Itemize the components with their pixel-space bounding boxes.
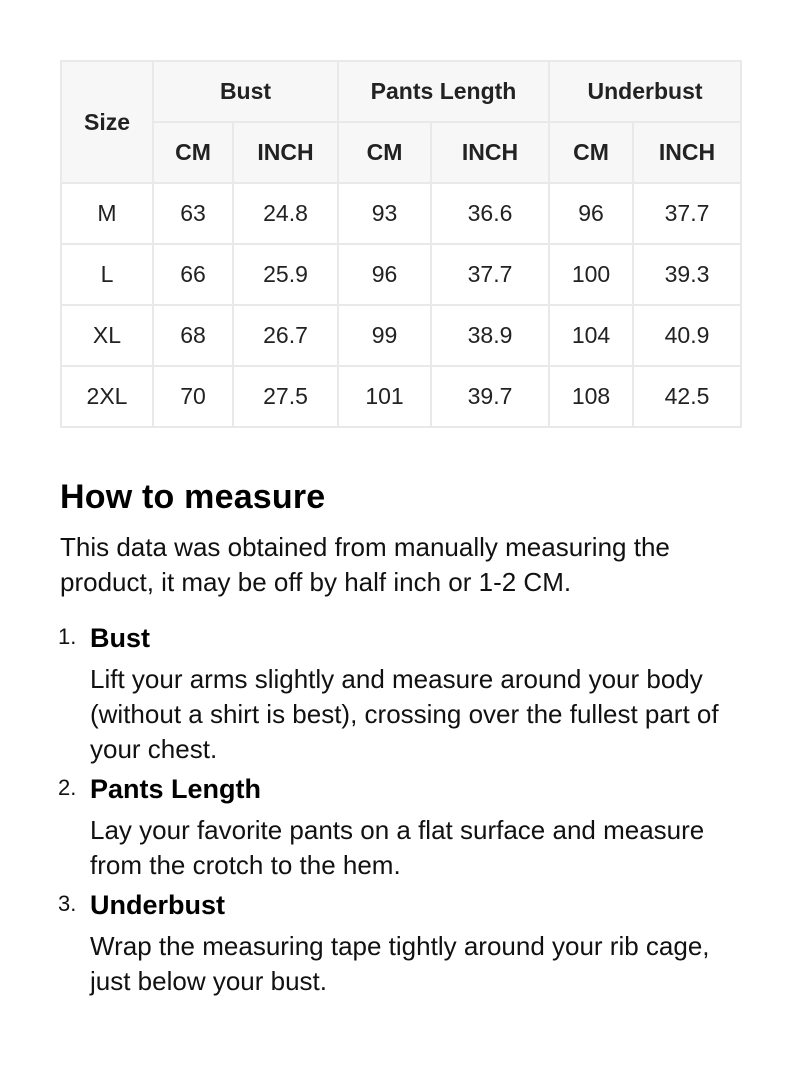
table-cell: 93 — [338, 183, 431, 244]
table-cell: 26.7 — [233, 305, 338, 366]
step-description: Lift your arms slightly and measure around your body (without a shirt is best), crossing over the fullest part of your chest. — [90, 664, 719, 764]
table-cell: 104 — [549, 305, 633, 366]
step-number: 3. — [58, 891, 77, 916]
measure-steps-list — [60, 620, 740, 1003]
table-cell: 37.7 — [633, 183, 741, 244]
table-cell: 108 — [549, 366, 633, 427]
table-cell: 96 — [549, 183, 633, 244]
table-cell: 39.3 — [633, 244, 741, 305]
list-item — [60, 771, 740, 883]
size-chart-page — [58, 60, 740, 996]
table-cell: 42.5 — [633, 366, 741, 427]
size-cell: M — [61, 183, 153, 244]
list-item — [60, 887, 740, 999]
unit-header: INCH — [633, 122, 741, 183]
step-title: Bust — [90, 623, 150, 653]
table-cell: 68 — [153, 305, 233, 366]
table-row — [61, 183, 741, 244]
list-item — [60, 620, 740, 767]
step-description: Lay your favorite pants on a flat surface and measure from the crotch to the hem. — [90, 815, 705, 880]
step-description: Wrap the measuring tape tightly around your rib cage, just below your bust. — [90, 931, 710, 996]
size-header: Size — [61, 61, 153, 183]
group-header-pants-length: Pants Length — [338, 61, 549, 122]
table-row — [61, 305, 741, 366]
table-cell: 25.9 — [233, 244, 338, 305]
table-cell: 100 — [549, 244, 633, 305]
table-cell: 37.7 — [431, 244, 549, 305]
table-cell: 63 — [153, 183, 233, 244]
unit-header: CM — [338, 122, 431, 183]
size-cell: L — [61, 244, 153, 305]
table-cell: 66 — [153, 244, 233, 305]
size-cell: XL — [61, 305, 153, 366]
step-number: 2. — [58, 775, 77, 800]
step-title: Pants Length — [90, 774, 262, 804]
unit-header: INCH — [233, 122, 338, 183]
unit-header: CM — [153, 122, 233, 183]
table-cell: 36.6 — [431, 183, 549, 244]
table-cell: 70 — [153, 366, 233, 427]
table-cell: 27.5 — [233, 366, 338, 427]
table-cell: 99 — [338, 305, 431, 366]
table-cell: 38.9 — [431, 305, 549, 366]
group-header-bust: Bust — [153, 61, 338, 122]
intro-paragraph: This data was obtained from manually measuring the product, it may be off by half inch or 1-2 CM. — [60, 532, 670, 597]
table-row — [61, 244, 741, 305]
table-cell: 39.7 — [431, 366, 549, 427]
table-row — [61, 366, 741, 427]
table-cell: 101 — [338, 366, 431, 427]
step-number: 1. — [58, 624, 77, 649]
step-title: Underbust — [90, 890, 225, 920]
table-cell: 40.9 — [633, 305, 741, 366]
unit-header-row — [61, 122, 741, 183]
unit-header: CM — [549, 122, 633, 183]
unit-header: INCH — [431, 122, 549, 183]
group-header-underbust: Underbust — [549, 61, 741, 122]
size-cell: 2XL — [61, 366, 153, 427]
size-table — [60, 60, 742, 428]
group-header-row — [61, 61, 741, 122]
table-cell: 24.8 — [233, 183, 338, 244]
table-cell: 96 — [338, 244, 431, 305]
section-title: How to measure — [60, 478, 326, 516]
